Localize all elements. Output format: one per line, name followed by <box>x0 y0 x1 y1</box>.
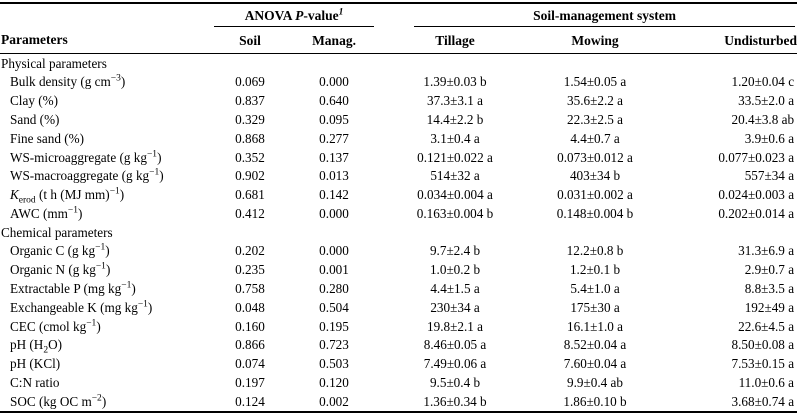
value-cell: 7.53±0.15 a <box>731 356 795 372</box>
value-cell: 0.195 <box>319 318 349 334</box>
group-header-anova-label: ANOVA P-value$^1$ <box>214 4 374 27</box>
table-row <box>0 242 797 261</box>
group-header-anova <box>212 3 380 27</box>
table-row <box>0 110 797 129</box>
param-cell: C:N ratio <box>10 374 60 390</box>
value-cell: 20.4±3.8 ab <box>731 111 795 127</box>
col-header-undisturbed: Undisturbed <box>660 27 797 54</box>
value-cell: 8.52±0.04 a <box>563 337 627 353</box>
value-cell: 19.8±2.1 a <box>427 318 483 334</box>
param-cell: AWC $(mm^{-1})$ <box>10 205 83 221</box>
value-cell: 0.031±0.002 a <box>557 187 633 203</box>
table-row <box>0 148 797 167</box>
value-cell: 1.2±0.1 b <box>569 262 621 278</box>
table-row <box>0 167 797 186</box>
param-cell: pH $(H_2O)$ <box>10 337 63 356</box>
value-cell: 557±34 a <box>744 168 795 184</box>
table-row <box>0 185 797 204</box>
value-cell: 175±30 a <box>570 299 620 315</box>
param-cell: Clay (%) <box>10 93 58 109</box>
value-cell: 0.866 <box>235 337 265 353</box>
value-cell: 0.074 <box>235 356 265 372</box>
value-cell: 403±34 b <box>569 168 621 184</box>
value-cell: 0.077±0.023 a <box>718 149 795 165</box>
value-cell: 0.073±0.012 a <box>557 149 633 165</box>
col-header-mowing: Mowing <box>530 27 660 54</box>
value-cell: 22.6±4.5 a <box>738 318 795 334</box>
value-cell: 9.5±0.4 b <box>429 374 481 390</box>
col-header-tillage: Tillage <box>380 27 530 54</box>
value-cell: 35.6±2.2 a <box>567 93 623 109</box>
value-cell: 37.3±3.1 a <box>427 93 483 109</box>
section-header-row <box>0 223 797 242</box>
value-cell: 11.0±0.6 a <box>738 374 795 390</box>
value-cell: 0.503 <box>319 356 349 372</box>
section-title: Physical parameters <box>1 55 107 71</box>
value-cell: 514±32 a <box>430 168 480 184</box>
param-cell: Exchangeable K (mg $kg^{-1}$) <box>10 299 153 315</box>
value-cell: 0.048 <box>235 299 265 315</box>
param-cell: CEC (cmol $kg^{-1}$) <box>10 318 101 334</box>
value-cell: 2.9±0.7 a <box>744 262 795 278</box>
value-cell: 0.095 <box>319 111 349 127</box>
value-cell: 0.868 <box>235 130 265 146</box>
param-cell: $K_{erod}$ (t h (MJ mm)$^{-1}$) <box>10 186 125 206</box>
value-cell: 0.640 <box>319 93 349 109</box>
value-cell: 8.50±0.08 a <box>731 337 795 353</box>
value-cell: 0.000 <box>319 205 349 221</box>
parameters-table <box>0 2 797 413</box>
table-row <box>0 336 797 355</box>
section-header-row <box>0 54 797 73</box>
value-cell: 22.3±2.5 a <box>567 111 623 127</box>
param-cell: Sand (%) <box>10 111 60 127</box>
value-cell: 1.86±0.10 b <box>563 393 627 409</box>
table-body <box>0 54 797 412</box>
value-cell: 3.68±0.74 a <box>731 393 795 409</box>
param-cell: WS-microaggregate (g $kg^{-1}$) <box>10 149 162 165</box>
group-header-soil-management-label: Soil-management system <box>414 4 795 27</box>
table-row <box>0 355 797 374</box>
value-cell: 0.197 <box>235 374 265 390</box>
table-row <box>0 392 797 412</box>
value-cell: 0.235 <box>235 262 265 278</box>
param-cell: Bulk density (g $cm^{-3}$) <box>10 73 126 90</box>
value-cell: 16.1±1.0 a <box>567 318 623 334</box>
table-row <box>0 373 797 392</box>
value-cell: 7.60±0.04 a <box>563 356 627 372</box>
value-cell: 0.001 <box>319 262 349 278</box>
value-cell: 1.36±0.34 b <box>423 393 487 409</box>
value-cell: 12.2±0.8 b <box>566 243 624 259</box>
section-title: Chemical parameters <box>1 224 113 240</box>
param-cell: WS-macroaggregate (g $kg^{-1}$) <box>10 167 164 184</box>
value-cell: 0.758 <box>235 280 265 296</box>
value-cell: 0.681 <box>235 187 265 203</box>
value-cell: 0.002 <box>319 393 349 409</box>
group-header-soil-management <box>380 3 797 27</box>
col-header-parameters: Parameters <box>0 3 212 54</box>
value-cell: 1.54±0.05 a <box>563 74 627 90</box>
value-cell: 4.4±1.5 a <box>430 280 480 296</box>
group-header-row <box>0 3 797 27</box>
value-cell: 0.000 <box>319 243 349 259</box>
value-cell: 0.202 <box>235 243 265 259</box>
value-cell: 0.069 <box>235 74 265 90</box>
value-cell: 0.352 <box>235 149 265 165</box>
value-cell: 7.49±0.06 a <box>423 356 487 372</box>
value-cell: 33.5±2.0 a <box>738 93 795 109</box>
value-cell: 8.46±0.05 a <box>423 337 487 353</box>
value-cell: 0.202±0.014 a <box>718 205 795 221</box>
table-row <box>0 298 797 317</box>
value-cell: 0.121±0.022 a <box>417 149 493 165</box>
value-cell: 14.4±2.2 b <box>426 111 484 127</box>
value-cell: 0.024±0.003 a <box>718 187 795 203</box>
table-row <box>0 92 797 111</box>
value-cell: 0.163±0.004 b <box>416 205 494 221</box>
table-row <box>0 279 797 298</box>
table-row <box>0 261 797 280</box>
value-cell: 0.160 <box>235 318 265 334</box>
value-cell: 3.1±0.4 a <box>430 130 480 146</box>
value-cell: 192±49 a <box>744 299 795 315</box>
value-cell: 0.000 <box>319 74 349 90</box>
param-cell: SOC (kg OC $m^{-2}$) <box>10 393 107 409</box>
value-cell: 0.142 <box>319 187 349 203</box>
value-cell: 1.0±0.2 b <box>429 262 481 278</box>
param-cell: Organic C (g $kg^{-1}$) <box>10 243 110 259</box>
col-header-soil: Soil <box>212 27 288 54</box>
value-cell: 4.4±0.7 a <box>570 130 620 146</box>
value-cell: 0.280 <box>319 280 349 296</box>
param-cell: pH (KCl) <box>10 356 61 372</box>
value-cell: 0.723 <box>319 337 349 353</box>
value-cell: 0.504 <box>319 299 349 315</box>
value-cell: 0.137 <box>319 149 349 165</box>
value-cell: 0.120 <box>319 374 349 390</box>
param-cell: Organic N (g $kg^{-1}$) <box>10 261 111 278</box>
table-row <box>0 317 797 336</box>
table-row <box>0 73 797 92</box>
value-cell: 0.013 <box>319 168 349 184</box>
param-cell: Fine sand (%) <box>10 130 84 146</box>
value-cell: 0.148±0.004 b <box>556 205 634 221</box>
value-cell: 0.329 <box>235 111 265 127</box>
value-cell: 31.3±6.9 a <box>738 243 795 259</box>
value-cell: 3.9±0.6 a <box>744 130 795 146</box>
value-cell: 1.39±0.03 b <box>423 74 487 90</box>
value-cell: 0.034±0.004 a <box>417 187 493 203</box>
value-cell: 0.124 <box>235 393 265 409</box>
value-cell: 9.9±0.4 ab <box>567 374 623 390</box>
col-header-manag: Manag. <box>288 27 380 54</box>
value-cell: 8.8±3.5 a <box>744 280 795 296</box>
table-row <box>0 129 797 148</box>
value-cell: 230±34 a <box>430 299 480 315</box>
value-cell: 9.7±2.4 b <box>429 243 481 259</box>
value-cell: 0.412 <box>235 205 265 221</box>
value-cell: 1.20±0.04 c <box>731 74 795 90</box>
table-row <box>0 204 797 223</box>
value-cell: 0.902 <box>235 168 265 184</box>
value-cell: 5.4±1.0 a <box>570 280 620 296</box>
param-cell: Extractable P (mg $kg^{-1}$) <box>10 280 136 296</box>
value-cell: 0.277 <box>319 130 349 146</box>
value-cell: 0.837 <box>235 93 265 109</box>
